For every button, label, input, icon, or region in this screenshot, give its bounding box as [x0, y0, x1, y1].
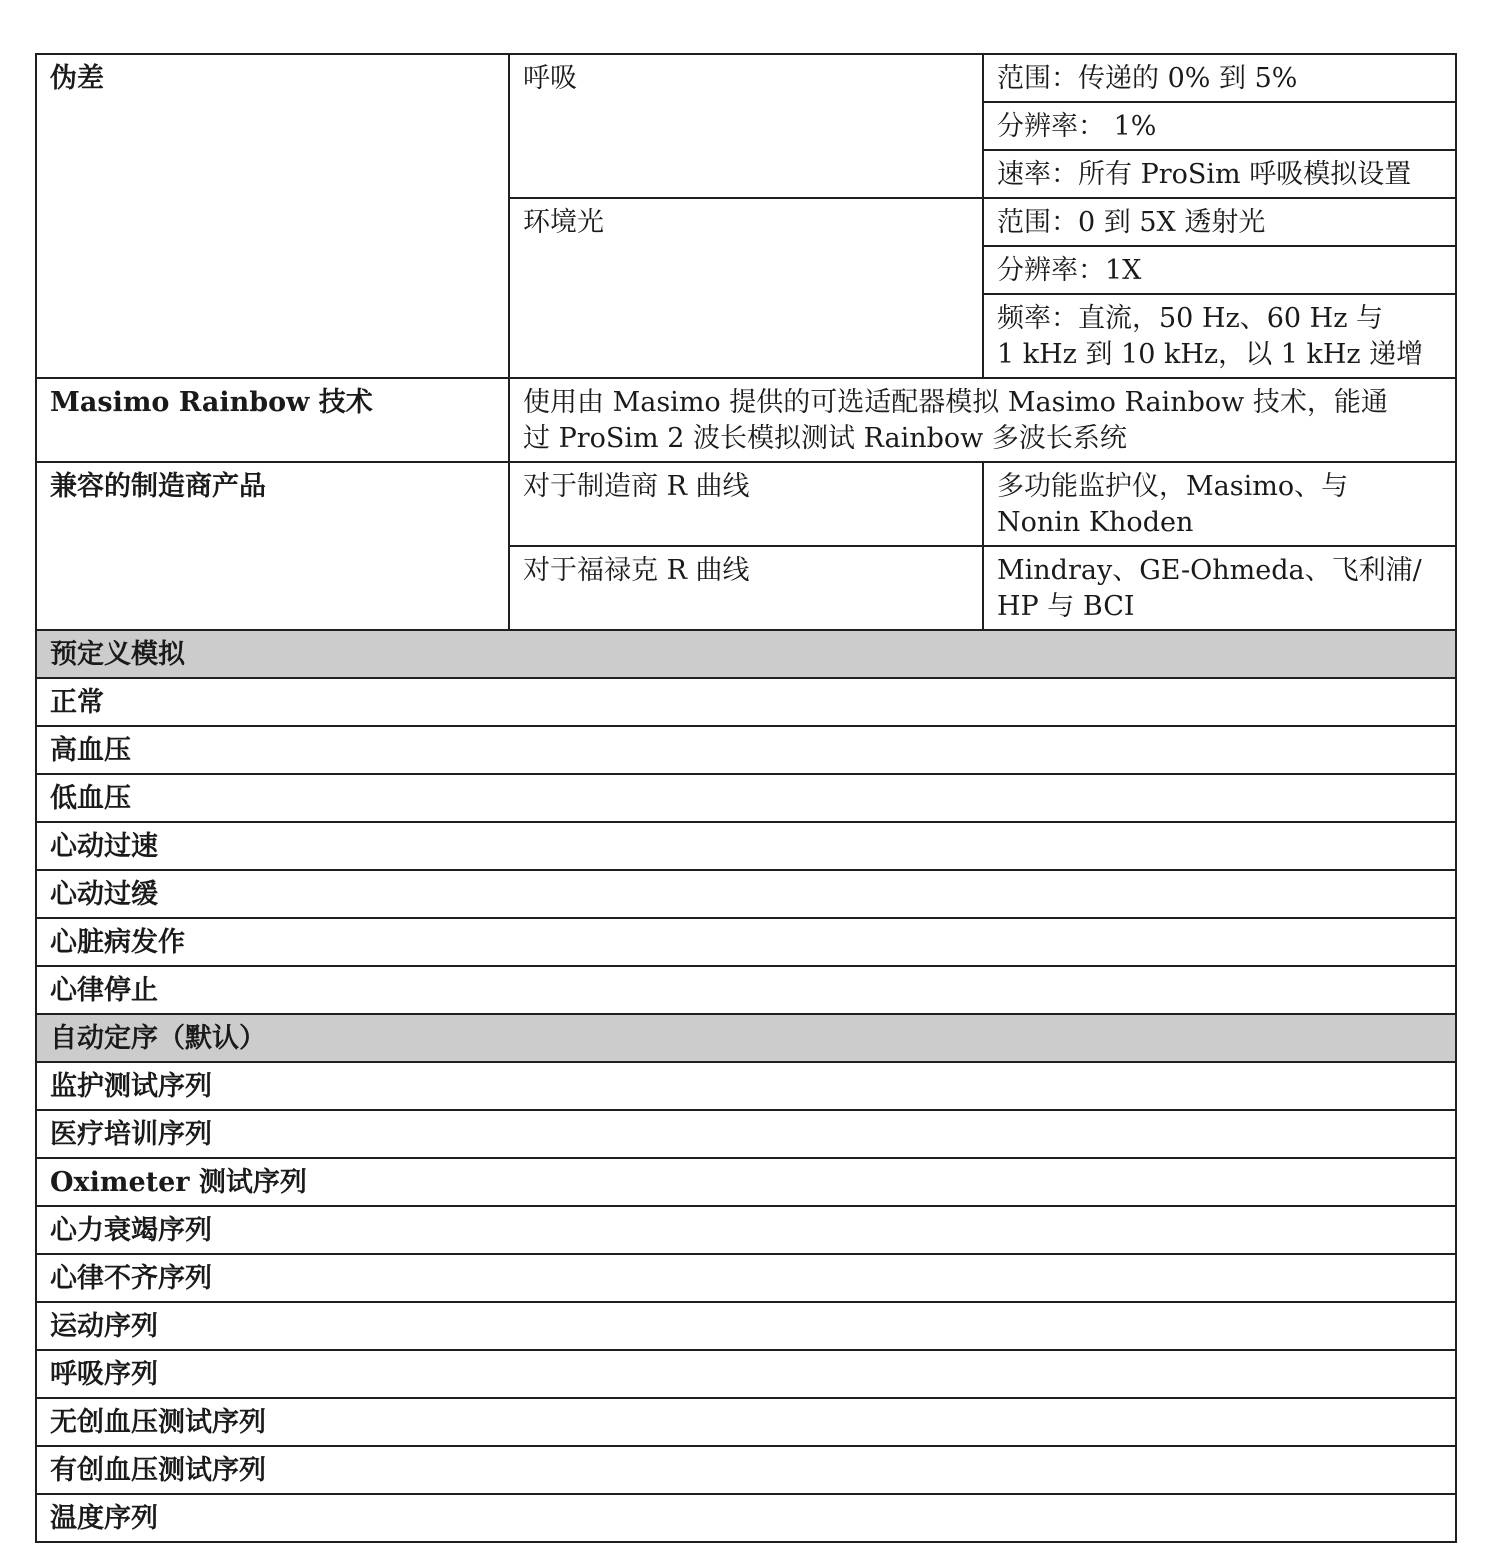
predefined-item: 心脏病发作 — [36, 918, 1456, 966]
products-1-line1: 多功能监护仪，Masimo、与 — [997, 471, 1349, 502]
autosequence-item: 心力衰竭序列 — [36, 1206, 1456, 1254]
autosequence-item: 无创血压测试序列 — [36, 1398, 1456, 1446]
autosequence-item: 温度序列 — [36, 1494, 1456, 1542]
compatible-products-2 — [983, 546, 1456, 630]
predefined-heading: 预定义模拟 — [36, 630, 1456, 678]
compatible-curve-1: 对于制造商 R 曲线 — [509, 462, 983, 546]
masimo-description — [509, 378, 1456, 462]
autosequence-item: 呼吸序列 — [36, 1350, 1456, 1398]
respiration-label: 呼吸 — [509, 54, 983, 198]
ambient-light-resolution: 分辨率：1X — [983, 246, 1456, 294]
autosequence-item: 监护测试序列 — [36, 1062, 1456, 1110]
predefined-item: 正常 — [36, 678, 1456, 726]
spec-table — [35, 53, 1457, 1543]
predefined-item: 高血压 — [36, 726, 1456, 774]
products-2-line1: Mindray、GE-Ohmeda、飞利浦/ — [997, 555, 1422, 586]
predefined-item: 低血压 — [36, 774, 1456, 822]
ambient-light-range: 范围：0 到 5X 透射光 — [983, 198, 1456, 246]
autosequence-item: 医疗培训序列 — [36, 1110, 1456, 1158]
autosequence-item: 运动序列 — [36, 1302, 1456, 1350]
respiration-range: 范围：传递的 0% 到 5% — [983, 54, 1456, 102]
frequency-line2: 1 kHz 到 10 kHz，以 1 kHz 递增 — [997, 339, 1424, 370]
compatible-label: 兼容的制造商产品 — [36, 462, 509, 630]
autosequence-heading: 自动定序（默认） — [36, 1014, 1456, 1062]
respiration-rate: 速率：所有 ProSim 呼吸模拟设置 — [983, 150, 1456, 198]
compatible-curve-2: 对于福禄克 R 曲线 — [509, 546, 983, 630]
predefined-item: 心动过缓 — [36, 870, 1456, 918]
ambient-light-frequency — [983, 294, 1456, 378]
autosequence-item: 有创血压测试序列 — [36, 1446, 1456, 1494]
predefined-item: 心律停止 — [36, 966, 1456, 1014]
artifact-label: 伪差 — [36, 54, 509, 378]
predefined-item: 心动过速 — [36, 822, 1456, 870]
autosequence-item: Oximeter 测试序列 — [36, 1158, 1456, 1206]
compatible-products-1 — [983, 462, 1456, 546]
frequency-line1: 频率：直流，50 Hz、60 Hz 与 — [997, 303, 1384, 334]
masimo-label: Masimo Rainbow 技术 — [36, 378, 509, 462]
respiration-resolution: 分辨率： 1% — [983, 102, 1456, 150]
products-1-line2: Nonin Khoden — [997, 507, 1194, 538]
ambient-light-label: 环境光 — [509, 198, 983, 378]
products-2-line2: HP 与 BCI — [997, 591, 1135, 622]
masimo-line1: 使用由 Masimo 提供的可选适配器模拟 Masimo Rainbow 技术，能通 — [523, 387, 1388, 418]
masimo-line2: 过 ProSim 2 波长模拟测试 Rainbow 多波长系统 — [523, 423, 1127, 454]
autosequence-item: 心律不齐序列 — [36, 1254, 1456, 1302]
